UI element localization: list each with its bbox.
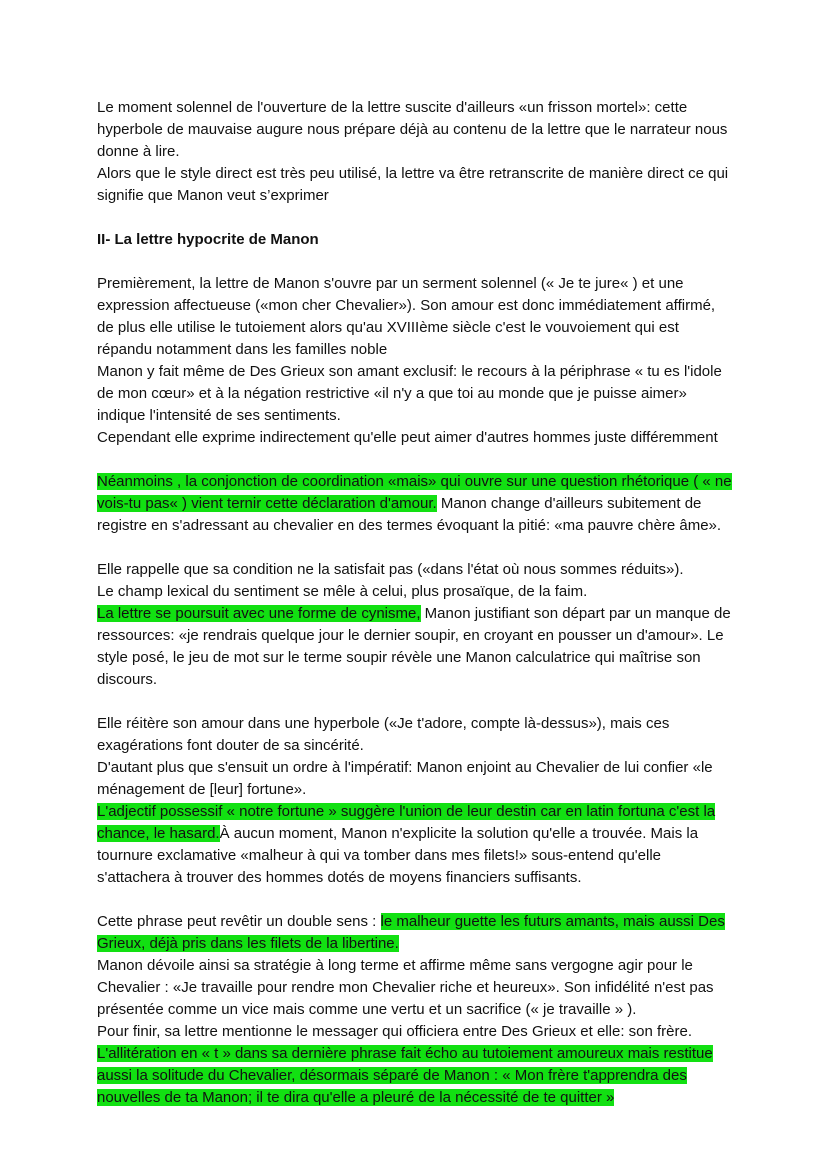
blank-line <box>97 889 733 911</box>
paragraph <box>97 1043 733 1109</box>
paragraph <box>97 955 733 1021</box>
text-run: Manon dévoile ainsi sa stratégie à long terme et affirme même sans vergogne agir pour le Chevalier : «Je travaille pour rendre mon Chevalier riche et heureux». Son infidélité n'est pas présentée comme un vice mais comme une vertu et un sacrifice (« je travaille » ). <box>97 957 714 1018</box>
paragraph <box>97 801 733 889</box>
paragraph <box>97 163 733 207</box>
text-run: Le champ lexical du sentiment se mêle à celui, plus prosaïque, de la faim. <box>97 583 588 600</box>
blank-line <box>97 251 733 273</box>
paragraph <box>97 97 733 163</box>
text-run: Premièrement, la lettre de Manon s'ouvre par un serment solennel (« Je te jure« ) et une expression affectueuse («mon cher Chevalier»). Son amour est donc immédiatement affirmé, de plus elle utilise le tutoiement alors qu'au XVIIIème siècle c'est le vouvoiement qui est répandu notamment dans les familles noble <box>97 275 716 358</box>
text-run: Manon justifiant son départ par un manque de ressources: «je rendrais quelque jour le dernier soupir, en croyant en pousser un d'amour». Le style posé, le jeu de mot sur le terme soupir révèle une Manon calculatrice qui maîtrise son discours. <box>97 605 731 688</box>
paragraph <box>97 361 733 427</box>
paragraph <box>97 1021 733 1043</box>
paragraph <box>97 273 733 361</box>
text-run: À aucun moment, Manon n'explicite la solution qu'elle a trouvée. Mais la tournure exclamative «malheur à qui va tomber dans mes filets!» sous-entend qu'elle s'attachera à trouver des hommes dotés de moyens financiers suffisants. <box>97 825 699 886</box>
text-run: Le moment solennel de l'ouverture de la lettre suscite d'ailleurs «un frisson mortel»: cette hyperbole de mauvaise augure nous prépare déjà au contenu de la lettre que le narrateur nous donne à lire. <box>97 99 728 160</box>
text-run: Alors que le style direct est très peu utilisé, la lettre va être retranscrite de manière direct ce qui signifie que Manon veut s’exprimer <box>97 165 729 204</box>
paragraph <box>97 911 733 955</box>
paragraph <box>97 713 733 757</box>
text-run: II- La lettre hypocrite de Manon <box>97 231 319 248</box>
paragraph <box>97 581 733 603</box>
text-run: Manon y fait même de Des Grieux son amant exclusif: le recours à la périphrase « tu es l'idole de mon cœur» et à la négation restrictive «il n'y a que toi au monde que je puisse aimer» indique l'intensité de ses sentiments. <box>97 363 722 424</box>
text-run: Cependant elle exprime indirectement qu'elle peut aimer d'autres hommes juste différemment <box>97 429 718 446</box>
paragraph <box>97 471 733 537</box>
paragraph <box>97 559 733 581</box>
highlighted-text-run: La lettre se poursuit avec une forme de cynisme, <box>97 605 421 622</box>
highlighted-text-run: le malheur guette les futurs amants, mais aussi Des Grieux, déjà pris dans les filets de la libertine. <box>97 913 725 952</box>
text-run: Elle réitère son amour dans une hyperbole («Je t'adore, compte là-dessus»), mais ces exagérations font douter de sa sincérité. <box>97 715 670 754</box>
paragraph <box>97 603 733 691</box>
section-heading <box>97 229 733 251</box>
text-run: D'autant plus que s'ensuit un ordre à l'impératif: Manon enjoint au Chevalier de lui confier «le ménagement de [leur] fortune». <box>97 759 713 798</box>
text-run: Manon change d'ailleurs subitement de registre en s'adressant au chevalier en des termes évoquant la pitié: «ma pauvre chère âme». <box>97 495 722 534</box>
text-run: Cette phrase peut revêtir un double sens : <box>97 913 381 930</box>
highlighted-text-run: Néanmoins , la conjonction de coordination «mais» qui ouvre sur une question rhétorique ( « ne vois-tu pas« ) vient ternir cette déclaration d'amour. <box>97 473 732 512</box>
text-run: Elle rappelle que sa condition ne la satisfait pas («dans l'état où nous sommes réduits»). <box>97 561 684 578</box>
highlighted-text-run: L'allitération en « t » dans sa dernière phrase fait écho au tutoiement amoureux mais restitue aussi la solitude du Chevalier, désormais séparé de Manon : « Mon frère t'apprendra des nouvelles de ta Manon; il te dira qu'elle a pleuré de la nécessité de te quitter » <box>97 1045 713 1106</box>
document-body <box>97 97 733 1109</box>
blank-line <box>97 537 733 559</box>
text-run: Pour finir, sa lettre mentionne le messager qui officiera entre Des Grieux et elle: son frère. <box>97 1023 693 1040</box>
blank-line <box>97 449 733 471</box>
paragraph <box>97 427 733 449</box>
blank-line <box>97 691 733 713</box>
paragraph <box>97 757 733 801</box>
highlighted-text-run: L'adjectif possessif « notre fortune » suggère l'union de leur destin car en latin fortuna c'est la chance, le hasard. <box>97 803 716 842</box>
blank-line <box>97 207 733 229</box>
